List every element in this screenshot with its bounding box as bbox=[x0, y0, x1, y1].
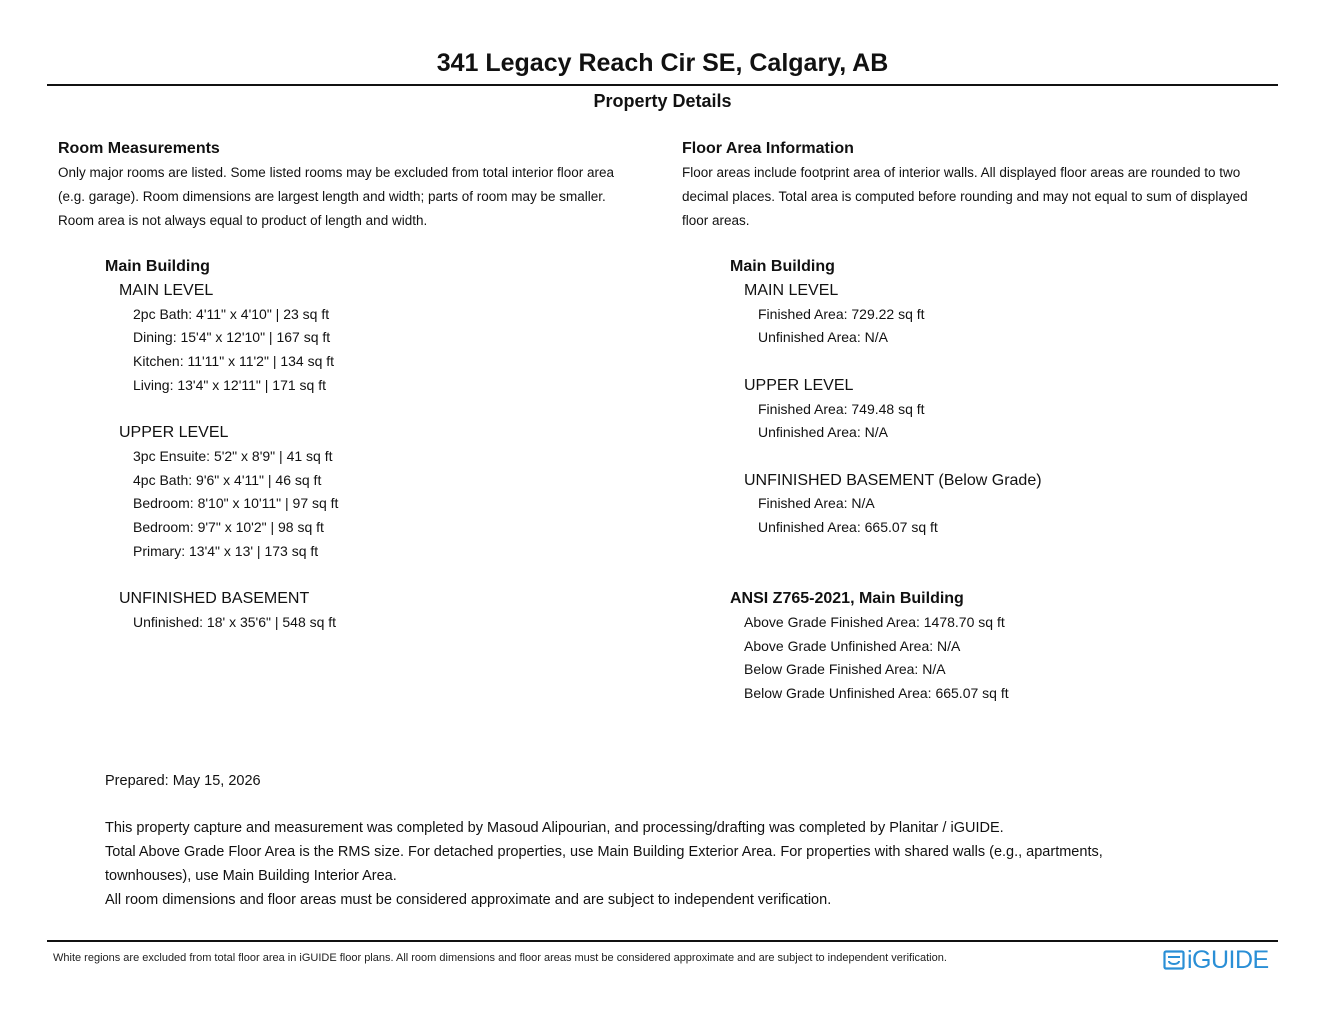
floor-level-heading: UPPER LEVEL bbox=[744, 376, 854, 394]
finished-area-value: Finished Area: 729.22 sq ft bbox=[758, 305, 925, 322]
room-entry: Dining: 15'4" x 12'10" | 167 sq ft bbox=[133, 329, 331, 346]
note-line: Total Above Grade Floor Area is the RMS size. For detached properties, use Main Building Exterior Area. For properties with shared walls (e.g., apartments, bbox=[105, 844, 1103, 861]
room-measurements-intro-line: (e.g. garage). Room dimensions are largest length and width; parts of room may be smaller. bbox=[58, 189, 606, 204]
footer-disclaimer: White regions are excluded from total floor area in iGUIDE floor plans. All room dimensions and floor areas must be considered approximate and are subject to independent verification. bbox=[53, 952, 947, 964]
room-measurements-intro-line: Only major rooms are listed. Some listed rooms may be excluded from total interior floor area bbox=[58, 165, 614, 180]
finished-area-value: Finished Area: 749.48 sq ft bbox=[758, 400, 925, 417]
iguide-logo-text: iGUIDE bbox=[1187, 946, 1269, 974]
finished-area-value: Finished Area: N/A bbox=[758, 495, 875, 512]
room-measurements-intro-line: Room area is not always equal to product of length and width. bbox=[58, 213, 428, 228]
floor-area-list bbox=[730, 255, 1290, 706]
floor-area-building-heading: Main Building bbox=[730, 258, 835, 275]
note-line: This property capture and measurement was completed by Masoud Alipourian, and processing/drafting was completed by Planitar / iGUIDE. bbox=[105, 820, 1004, 837]
room-entry: 3pc Ensuite: 5'2" x 8'9" | 41 sq ft bbox=[133, 447, 333, 464]
note-line: All room dimensions and floor areas must be considered approximate and are subject to independent verification. bbox=[105, 891, 832, 908]
spacer bbox=[730, 445, 1290, 469]
room-building-heading: Main Building bbox=[105, 258, 210, 275]
floor-area-intro-line: decimal places. Total area is computed before rounding and may not equal to sum of displayed bbox=[682, 189, 1248, 204]
prepared-date: Prepared: May 15, 2026 bbox=[105, 773, 261, 789]
spacer bbox=[105, 563, 665, 587]
page-subtitle: Property Details bbox=[593, 91, 732, 111]
unfinished-area-value: Unfinished Area: N/A bbox=[758, 424, 888, 441]
room-entry: 2pc Bath: 4'11" x 4'10" | 23 sq ft bbox=[133, 305, 330, 322]
spacer bbox=[730, 540, 1290, 564]
iguide-logo-icon bbox=[1163, 949, 1185, 971]
page-title: 341 Legacy Reach Cir SE, Calgary, AB bbox=[436, 49, 889, 77]
spacer bbox=[730, 563, 1290, 587]
ansi-area-value: Above Grade Unfinished Area: N/A bbox=[744, 637, 961, 654]
iguide-logo bbox=[1163, 946, 1269, 974]
floor-level-heading: MAIN LEVEL bbox=[744, 282, 839, 299]
spacer bbox=[105, 794, 1225, 818]
room-level-heading: MAIN LEVEL bbox=[119, 282, 214, 299]
room-measurements-section bbox=[58, 137, 658, 233]
floor-area-section bbox=[682, 137, 1292, 233]
room-entry: Living: 13'4" x 12'11" | 171 sq ft bbox=[133, 376, 327, 393]
footer-divider bbox=[47, 940, 1278, 942]
ansi-area-value: Above Grade Finished Area: 1478.70 sq ft bbox=[744, 614, 1005, 631]
ansi-area-value: Below Grade Unfinished Area: 665.07 sq ft bbox=[744, 685, 1009, 702]
ansi-heading: ANSI Z765-2021, Main Building bbox=[730, 590, 964, 608]
room-entry: Bedroom: 9'7" x 10'2" | 98 sq ft bbox=[133, 519, 324, 536]
ansi-area-value: Below Grade Finished Area: N/A bbox=[744, 661, 946, 678]
room-entry: Bedroom: 8'10" x 10'11" | 97 sq ft bbox=[133, 495, 339, 512]
room-level-heading: UNFINISHED BASEMENT bbox=[119, 590, 310, 608]
spacer bbox=[105, 398, 665, 422]
floor-area-intro-line: floor areas. bbox=[682, 213, 750, 228]
room-entry: Unfinished: 18' x 35'6" | 548 sq ft bbox=[133, 613, 337, 630]
spacer bbox=[730, 350, 1290, 374]
floor-area-heading: Floor Area Information bbox=[682, 140, 854, 157]
room-level-heading: UPPER LEVEL bbox=[119, 424, 229, 442]
note-line: townhouses), use Main Building Interior Area. bbox=[105, 868, 397, 885]
notes-section bbox=[105, 770, 1225, 913]
header-divider bbox=[47, 84, 1278, 86]
room-list bbox=[105, 255, 665, 635]
unfinished-area-value: Unfinished Area: 665.07 sq ft bbox=[758, 519, 938, 535]
floor-area-intro-line: Floor areas include footprint area of interior walls. All displayed floor areas are rounded to two bbox=[682, 165, 1241, 180]
room-entry: Primary: 13'4" x 13' | 173 sq ft bbox=[133, 542, 319, 559]
room-entry: 4pc Bath: 9'6" x 4'11" | 46 sq ft bbox=[133, 471, 322, 488]
floor-level-heading: UNFINISHED BASEMENT (Below Grade) bbox=[744, 471, 1042, 489]
room-entry: Kitchen: 11'11" x 11'2" | 134 sq ft bbox=[133, 353, 335, 370]
room-measurements-heading: Room Measurements bbox=[58, 140, 220, 157]
unfinished-area-value: Unfinished Area: N/A bbox=[758, 329, 888, 346]
